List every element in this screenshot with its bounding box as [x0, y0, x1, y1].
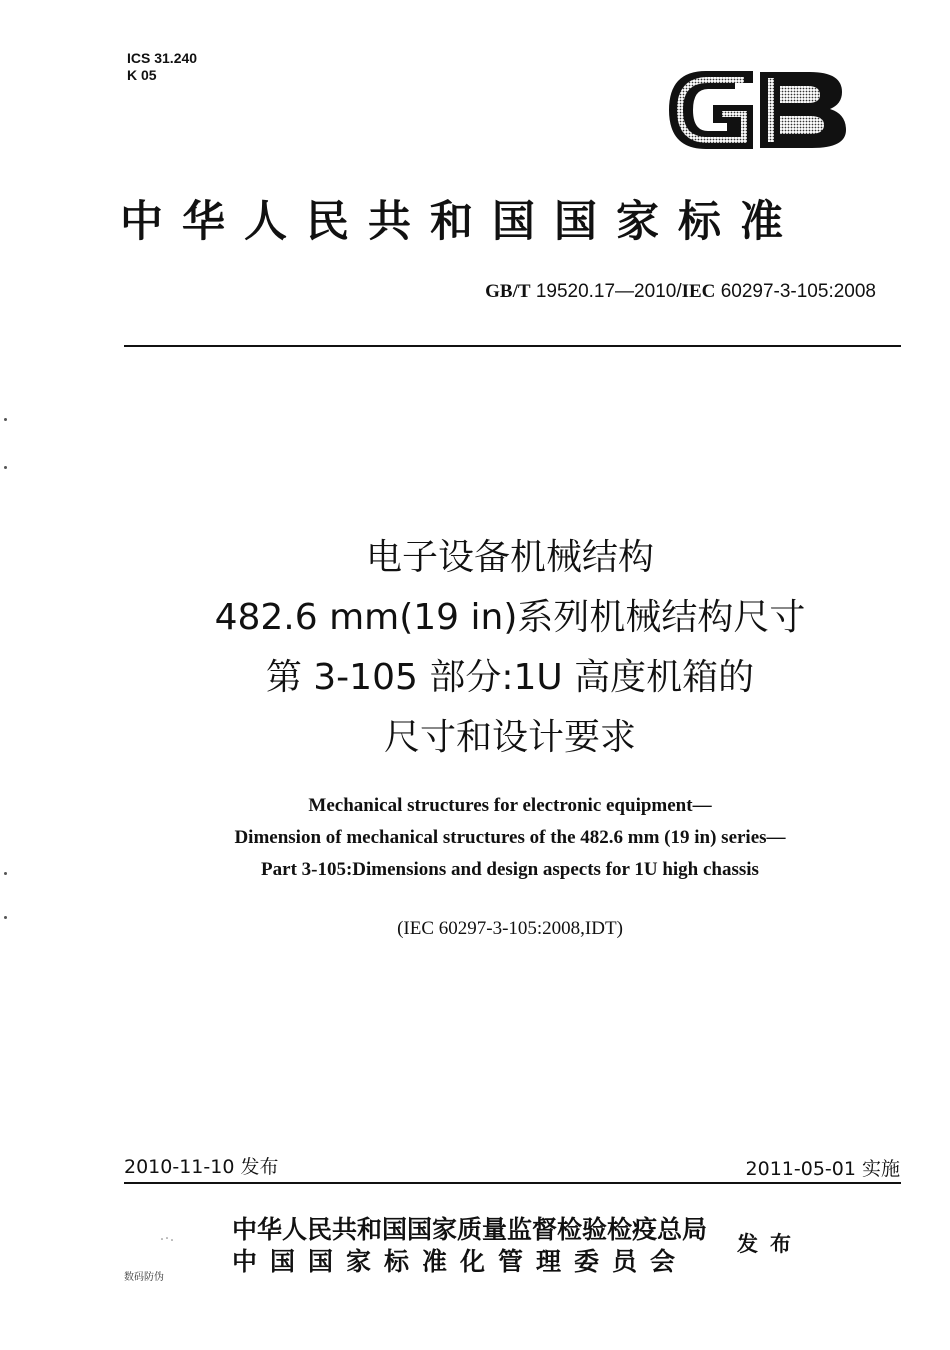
implementation-date: 2011-05-01 实施	[745, 1158, 900, 1180]
adoption-statement: (IEC 60297-3-105:2008,IDT)	[397, 918, 623, 939]
chinese-title-line: 尺寸和设计要求	[383, 717, 636, 758]
issuer-aqsiq: 中华人民共和国国家质量监督检验检疫总局	[232, 1215, 708, 1244]
national-standard-heading: 中华人民共和国国家标准	[120, 197, 802, 247]
standard-number-iec: IEC	[681, 281, 716, 302]
scan-speck	[160, 1236, 174, 1242]
anti-counterfeit-label: 数码防伪	[124, 1272, 164, 1283]
gb-logo	[664, 66, 850, 154]
standard-number	[485, 281, 876, 303]
classification-codes	[127, 50, 197, 84]
standard-number-mid: 19520.17—2010/	[535, 281, 682, 302]
footer-divider	[124, 1182, 901, 1184]
issuer-sac: 中国国家标准化管理委员会	[232, 1247, 689, 1276]
publish-label: 发布	[737, 1231, 803, 1256]
margin-dot	[4, 418, 7, 421]
standard-number-suffix: 60297-3-105:2008	[720, 281, 876, 302]
margin-dot	[4, 466, 7, 469]
english-title-line: Dimension of mechanical structures of the 482.6 mm (19 in) series—	[234, 827, 786, 848]
chinese-title	[0, 528, 950, 768]
chinese-title-line: 482.6 mm(19 in)系列机械结构尺寸	[214, 597, 806, 638]
chinese-title-line: 电子设备机械结构	[365, 537, 654, 578]
gb-logo-graphic	[664, 66, 850, 154]
issue-date: 2010-11-10 发布	[124, 1156, 279, 1178]
header-divider	[124, 345, 901, 347]
english-title	[0, 790, 950, 886]
english-title-line: Part 3-105:Dimensions and design aspects for 1U high chassis	[261, 859, 759, 880]
standard-number-prefix: GB/T	[485, 281, 531, 302]
english-title-line: Mechanical structures for electronic equipment—	[308, 795, 712, 816]
chinese-title-line: 第 3-105 部分:1U 高度机箱的	[265, 657, 755, 698]
ics-code: ICS 31.240	[127, 50, 198, 66]
ccs-code: K 05	[127, 67, 157, 83]
